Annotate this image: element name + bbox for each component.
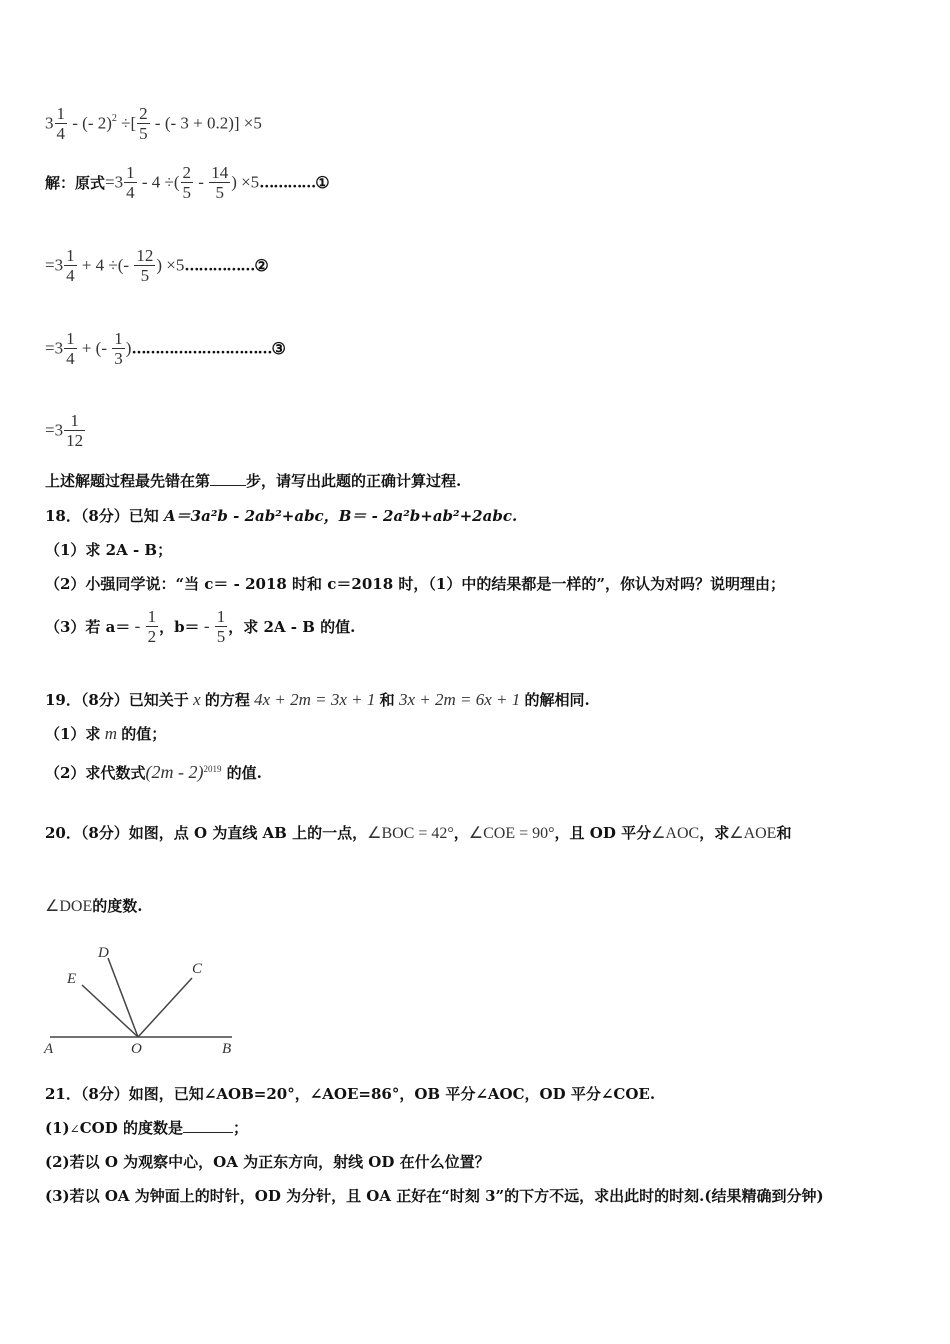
step-marker: ① bbox=[315, 173, 330, 192]
fraction: $\frac{1}{3}$ bbox=[114, 329, 123, 368]
q18-part-3: （3）若 a＝ - $\frac{1}{2}$ ，b＝ - $\frac{1}{5}$ ，求 2A - B 的值. bbox=[45, 607, 356, 646]
label-c: C bbox=[192, 961, 203, 977]
ray-od bbox=[108, 958, 138, 1037]
q21-part-3: (3)若以 OA 为钟面上的时针，OD 为分针，且 OA 正好在“时刻 3”的下方不远，求出此时的时刻.(结果精确到分钟) bbox=[45, 1187, 824, 1205]
fraction: $\frac{1}{4}$ bbox=[56, 104, 65, 143]
q18-stem: 18．（8分）已知 A＝3a²b - 2ab²+abc，B＝ - 2a²b+ab²+2abc. bbox=[45, 507, 518, 525]
q21-part-2: (2)若以 O 为观察中心，OA 为正东方向，射线 OD 在什么位置？ bbox=[45, 1153, 490, 1171]
q18-part-1: （1）求 2A - B； bbox=[45, 541, 173, 559]
solution-step-4: =3 $\frac{1}{12}$ bbox=[45, 411, 84, 450]
q18-part-2: （2）小强同学说：“当 c＝ - 2018 时和 c＝2018 时，（1）中的结果都是一样的”，你认为对吗？说明理由； bbox=[45, 575, 785, 593]
fraction: $\frac{1}{5}$ bbox=[216, 607, 226, 646]
answer-blank bbox=[210, 473, 246, 486]
fraction: $\frac{1}{4}$ bbox=[66, 329, 75, 368]
answer-blank bbox=[183, 1120, 233, 1133]
fraction: $\frac{1}{4}$ bbox=[126, 163, 135, 202]
label-d: D bbox=[98, 945, 109, 961]
label-e: E bbox=[67, 971, 77, 987]
q21-stem: 21．（8分）如图，已知∠AOB=20°，∠AOE=86°，OB 平分∠AOC，OD 平分∠COE. bbox=[45, 1085, 656, 1103]
fraction: $\frac{2}{5}$ bbox=[139, 104, 148, 143]
label-o: O bbox=[131, 1041, 142, 1057]
q19-part-1: （1）求 m 的值； bbox=[45, 724, 167, 743]
fraction: $\frac{1}{2}$ bbox=[147, 607, 157, 646]
q19-part-2: （2）求代数式(2m - 2)$^{2019}$ 的值. bbox=[45, 762, 262, 782]
solution-step-1: 解：原式=3 $\frac{1}{4}$ - 4 ÷( $\frac{2}{5}$ - $\frac{14}{5}$ ) ×5…………① bbox=[45, 163, 330, 202]
error-step-question: 上述解题过程最先错在第 步，请写出此题的正确计算过程. bbox=[45, 472, 462, 490]
label-a: A bbox=[44, 1041, 54, 1057]
q20-stem-cont: ∠DOE的度数. bbox=[45, 897, 143, 915]
step-marker: ③ bbox=[271, 339, 286, 358]
fraction: $\frac{2}{5}$ bbox=[182, 163, 192, 202]
q20-stem: 20．（8分）如图，点 O 为直线 AB 上的一点，∠BOC = 42°，∠COE = 90°，且 OD 平分∠AOC，求∠AOE和 bbox=[45, 824, 792, 842]
fraction: $\frac{12}{5}$ bbox=[136, 246, 154, 285]
ray-oc bbox=[138, 978, 192, 1037]
solution-step-2: =3 $\frac{1}{4}$ + 4 ÷(- $\frac{12}{5}$ ) ×5……………② bbox=[45, 246, 269, 285]
step-marker: ② bbox=[254, 256, 269, 275]
fraction: $\frac{1}{4}$ bbox=[66, 246, 75, 285]
solution-step-3: =3 $\frac{1}{4}$ + (- $\frac{1}{3}$ )…………………………③ bbox=[45, 329, 286, 368]
fraction: $\frac{14}{5}$ bbox=[211, 163, 229, 202]
q19-stem: 19．（8分）已知关于 x 的方程 4x + 2m = 3x + 1 和 3x + 2m = 6x + 1 的解相同. bbox=[45, 690, 590, 709]
angle-figure bbox=[40, 940, 240, 1060]
expression-original: 3 $\frac{1}{4}$ - (- 2)$^2$ ÷[ $\frac{2}{5}$ - (- 3 + 0.2)] ×5 bbox=[45, 104, 262, 143]
ray-oe bbox=[82, 985, 138, 1037]
label-b: B bbox=[222, 1041, 232, 1057]
q21-part-1: (1)∠COD 的度数是 ； bbox=[45, 1119, 248, 1137]
fraction: $\frac{1}{12}$ bbox=[66, 411, 84, 450]
